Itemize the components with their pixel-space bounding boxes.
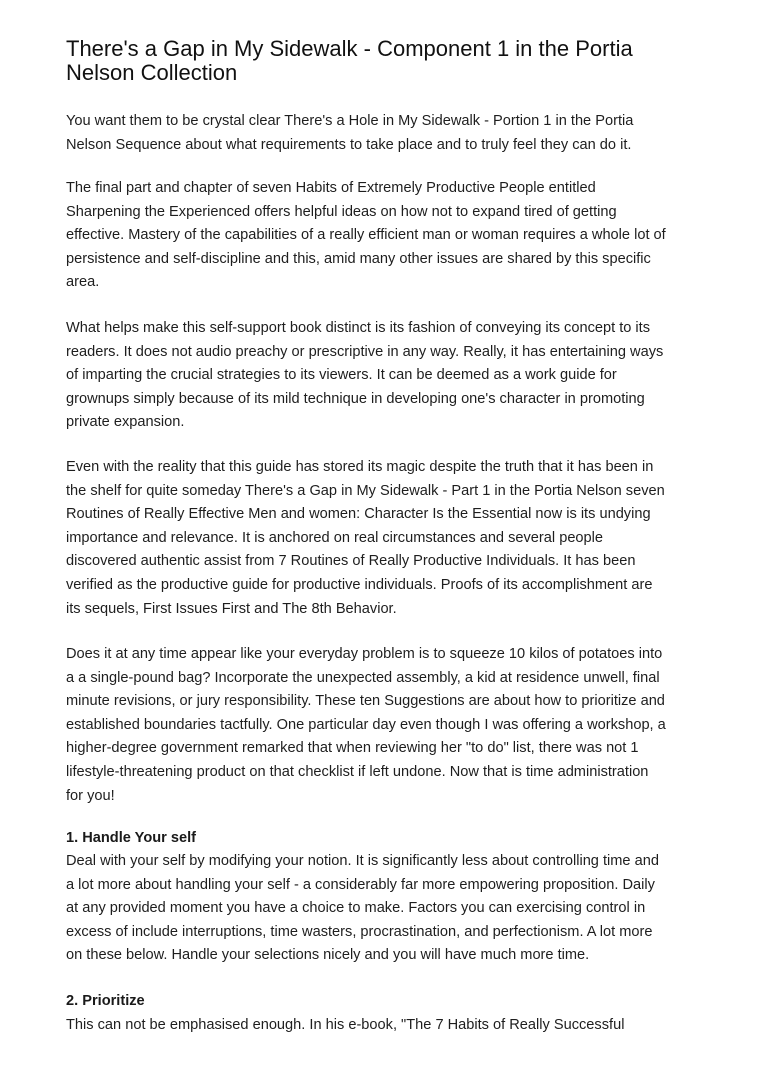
text-line: on these below. Handle your selections nicely and you will have much more time.	[66, 947, 590, 964]
text-line: Does it at any time appear like your everyday problem is to squeeze 10 kilos of potatoes into	[66, 646, 663, 662]
section-heading-handle-your-self: 1. Handle Your self	[66, 830, 197, 846]
text-line: verified as the productive guide for productive individuals. Proofs of its accomplishment are	[66, 576, 653, 593]
text-line: You want them to be crystal clear There's a Hole in My Sidewalk - Portion 1 in the Portia	[66, 113, 634, 129]
text-line: Sharpening the Experienced offers helpful ideas on how not to expand tired of getting	[66, 203, 617, 220]
section-heading-prioritize: 2. Prioritize	[66, 993, 145, 1009]
paragraph-3	[66, 317, 716, 435]
paragraph-5	[66, 643, 716, 808]
text-line: grownups simply because of its mild technique in developing one's character in promoting	[66, 390, 645, 407]
text-line: What helps make this self-support book distinct is its fashion of conveying its concept to its	[66, 320, 651, 336]
text-line: Routines of Really Effective Men and women: Character Is the Essential now is its undying	[66, 506, 651, 523]
text-line: Deal with your self by modifying your notion. It is significantly less about controlling time and	[66, 853, 659, 869]
text-line: area.	[66, 274, 100, 291]
title-line: There's a Gap in My Sidewalk - Component 1 in the Portia	[66, 36, 633, 61]
section-2-body	[66, 1014, 716, 1038]
paragraph-1	[66, 110, 716, 157]
text-line: for you!	[66, 787, 115, 804]
document-title	[66, 37, 726, 85]
text-line: importance and relevance. It is anchored on real circumstances and several people	[66, 529, 604, 546]
text-line: Nelson Sequence about what requirements to take place and to truly feel they can do it.	[66, 136, 632, 153]
text-line: the shelf for quite someday There's a Gap in My Sidewalk - Part 1 in the Portia Nelson seven	[66, 482, 665, 499]
text-line: a lot more about handling your self - a considerably far more empowering proposition. Daily	[66, 876, 655, 893]
text-line: higher-degree government remarked that when reviewing her "to do" list, there was not 1	[66, 740, 639, 757]
section-1-body	[66, 850, 716, 968]
paragraph-4	[66, 456, 716, 621]
text-line: of imparting the crucial strategies to its viewers. It can be deemed as a work guide for	[66, 367, 617, 384]
text-line: effective. Mastery of the capabilities of a really efficient man or woman requires a whole lot of	[66, 227, 666, 244]
text-line: its sequels, First Issues First and The 8th Behavior.	[66, 600, 397, 617]
text-line: discovered authentic assist from 7 Routines of Really Productive Individuals. It has been	[66, 553, 636, 570]
text-line: private expansion.	[66, 414, 185, 431]
text-line: at any provided moment you have a choice to make. Factors you can exercising control in	[66, 900, 646, 917]
text-line: lifestyle-threatening product on that checklist if left undone. Now that is time administration	[66, 763, 649, 780]
text-line: readers. It does not audio preachy or prescriptive in any way. Really, it has entertaining ways	[66, 343, 664, 360]
text-line: persistence and self-discipline and this, amid many other issues are shared by this specific	[66, 250, 651, 267]
text-line: This can not be emphasised enough. In his e-book, "The 7 Habits of Really Successful	[66, 1017, 625, 1033]
text-line: The final part and chapter of seven Habits of Extremely Productive People entitled	[66, 180, 596, 196]
title-line: Nelson Collection	[66, 60, 238, 85]
text-line: Even with the reality that this guide has stored its magic despite the truth that it has been in	[66, 459, 654, 475]
text-line: excess of include interruptions, time wasters, procrastination, and perfectionism. A lot more	[66, 923, 653, 940]
paragraph-2	[66, 177, 716, 295]
text-line: a a single-pound bag? Incorporate the unexpected assembly, a kid at residence unwell, final	[66, 669, 660, 686]
text-line: minute revisions, or jury responsibility. These ten Suggestions are about how to prioritize and	[66, 693, 665, 710]
text-line: established boundaries tactfully. One particular day even though I was offering a workshop, a	[66, 716, 666, 733]
